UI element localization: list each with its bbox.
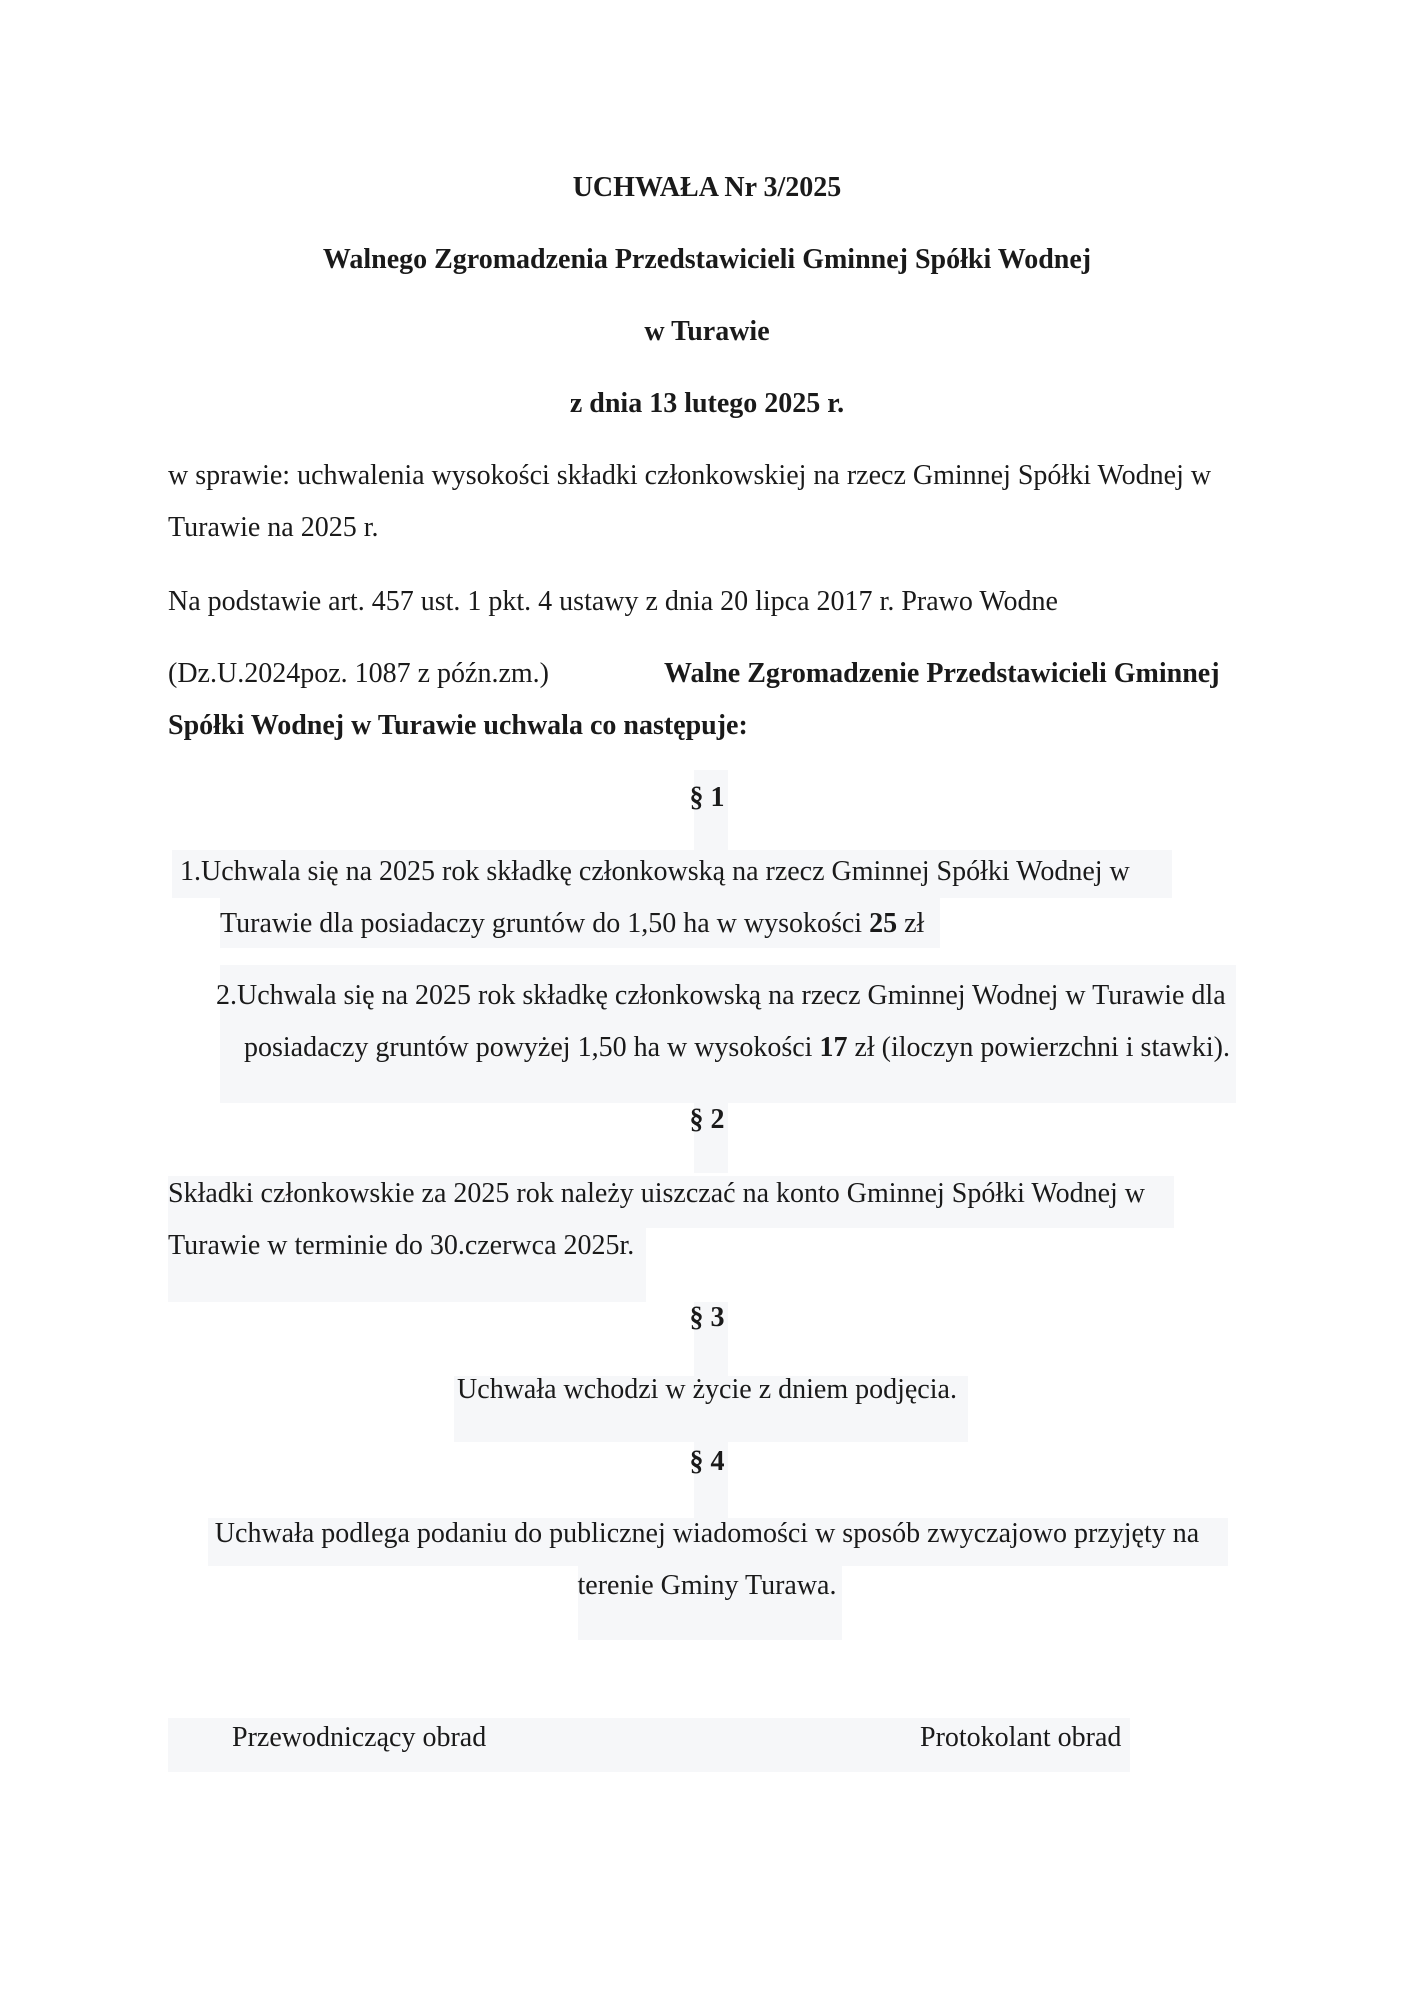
section-4-line-2: terenie Gminy Turawa. <box>577 1570 837 1601</box>
section-1-item-2-line-1: 2.Uchwala się na 2025 rok składkę członkowską na rzecz Gminnej Wodnej w Turawie dla <box>216 980 1226 1011</box>
section-2-heading: § 2 <box>689 1104 725 1135</box>
section-1-item-1-line-1: 1.Uchwala się na 2025 rok składkę członkowską na rzecz Gminnej Spółki Wodnej w <box>180 856 1130 887</box>
section-2-line-2: Turawie w terminie do 30.czerwca 2025r. <box>168 1230 635 1261</box>
section-2-line-1: Składki członkowskie za 2025 rok należy uiszczać na konto Gminnej Spółki Wodnej w <box>168 1178 1146 1209</box>
section-1-item-1-line-2 <box>220 908 924 940</box>
section-1-heading: § 1 <box>689 782 725 813</box>
resolution-body: Walnego Zgromadzenia Przedstawicieli Gminnej Spółki Wodnej <box>322 244 1092 275</box>
section-3-line-1: Uchwała wchodzi w życie z dniem podjęcia. <box>457 1374 957 1405</box>
section-1-item-2-text: posiadaczy gruntów powyżej 1,50 ha w wysokości <box>244 1032 820 1063</box>
section-4-line-1: Uchwała podlega podaniu do publicznej wiadomości w sposób zwyczajowo przyjęty na <box>214 1518 1200 1549</box>
signature-chair: Przewodniczący obrad <box>232 1722 487 1753</box>
resolution-date: z dnia 13 lutego 2025 r. <box>569 388 845 419</box>
section-1-item-2-amount: 17 <box>819 1032 848 1063</box>
subject-line-1: w sprawie: uchwalenia wysokości składki członkowskiej na rzecz Gminnej Spółki Wodnej w <box>168 460 1212 491</box>
basis-line-1: Na podstawie art. 457 ust. 1 pkt. 4 ustawy z dnia 20 lipca 2017 r. Prawo Wodne <box>168 586 1058 617</box>
resolution-title: UCHWAŁA Nr 3/2025 <box>572 172 842 203</box>
section-4-heading: § 4 <box>689 1446 725 1477</box>
section-1-item-1-amount: 25 <box>869 908 898 939</box>
subject-line-2: Turawie na 2025 r. <box>168 512 379 543</box>
section-1-item-1-currency: zł <box>897 908 925 939</box>
basis-resolves: Spółki Wodnej w Turawie uchwala co następuje: <box>168 710 748 741</box>
resolution-place: w Turawie <box>644 316 770 347</box>
section-3-heading: § 3 <box>689 1302 725 1333</box>
basis-assembly: Walne Zgromadzenie Przedstawicieli Gminnej <box>664 658 1220 689</box>
section-1-item-2-line-2 <box>244 1032 1230 1064</box>
basis-reference: (Dz.U.2024poz. 1087 z późn.zm.) <box>168 658 550 689</box>
section-1-item-1-text: Turawie dla posiadaczy gruntów do 1,50 ha w wysokości <box>220 908 870 939</box>
section-1-item-2-suffix: zł (iloczyn powierzchni i stawki). <box>847 1032 1230 1063</box>
signature-recorder: Protokolant obrad <box>920 1722 1122 1753</box>
